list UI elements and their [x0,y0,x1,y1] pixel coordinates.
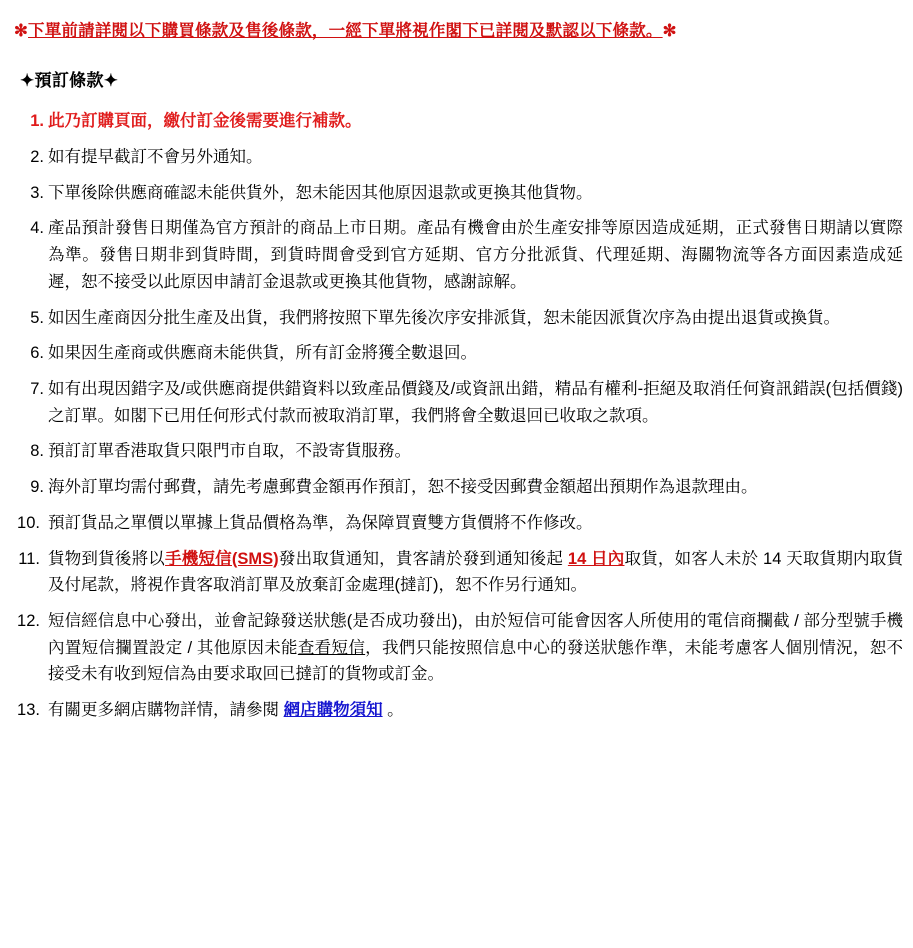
term-item [14,510,903,537]
term-text: ，我們只能按照信息中心的發送狀態作準，未能考慮客人個別情況，恕不接受未有收到短信為由要求取回已撻訂的貨物或訂金。 [48,638,904,684]
term-text: 如有提早截訂不會另外通知。 [48,147,263,166]
term-item [14,180,903,207]
top-notice-text: 下單前請詳閱以下購買條款及售後條款，一經下單將視作閣下已詳閱及默認以下條款。 [28,22,663,40]
star-right-icon: ✻ [662,22,677,40]
section-heading: ✦預訂條款✦ [20,70,119,90]
highlight-underline-red: 手機短信(SMS) [165,549,279,568]
term-item [14,376,903,429]
term-text: 取貨，如客人未於 14 天取貨期内取貨及付尾款，將視作貴客取消訂單及放棄訂金處理(撻訂)，恕不作另行通知。 [48,549,903,595]
term-text: 如因生產商因分批生產及出貨，我們將按照下單先後次序安排派貨，恕未能因派貨次序為由提出退貨或換貨。 [48,308,840,327]
term-text: 如有出現因錯字及/或供應商提供錯資料以致產品價錢及/或資訊出錯，精品有權利-拒絕及取消任何資訊錯誤(包括價錢) 之訂單。如閣下已用任何形式付款而被取消訂單，我們將會全數退回已收取之款項。 [48,380,903,425]
term-text: 預訂訂單香港取貨只限門市自取，不設寄貨服務。 [48,442,411,461]
term-item [14,305,903,332]
term-text: 預訂貨品之單價以單據上貨品價格為準，為保障買賣雙方貨價將不作修改。 [48,513,593,532]
top-notice [14,18,903,45]
term-item [14,144,903,171]
highlight-underline-red: 14 日內 [567,549,625,568]
term-text: 有關更多網店購物詳情，請參閱 [48,701,284,720]
term-item [14,340,903,367]
term-text: 發出取貨通知，貴客請於發到通知後起 [278,549,568,568]
highlight-underline: 查看短信 [297,638,366,657]
term-item [14,438,903,465]
term-text: 貨物到貨後將以 [48,549,166,568]
term-item [14,215,903,295]
term-item [14,474,903,501]
term-text: 如果因生產商或供應商未能供貨，所有訂金將獲全數退回。 [48,344,477,363]
term-item [14,697,903,724]
term-item [14,108,903,135]
shop-guide-link[interactable]: 網店購物須知 [283,701,383,720]
star-left-icon: ✻ [14,22,29,40]
term-text: 海外訂單均需付郵費，請先考慮郵費金額再作預訂，恕不接受因郵費金額超出預期作為退款理由。 [48,478,758,497]
term-text: 此乃訂購頁面，繳付訂金後需要進行補款。 [48,112,362,131]
term-item [14,608,903,688]
term-text: 短信經信息中心發出，並會記錄發送狀態(是否成功發出)，由於短信可能會因客人所使用的電信商攔截 / 部分型號手機內置短信攔置設定 / 其他原因未能 [48,612,903,657]
term-text: 下單後除供應商確認未能供貨外，恕未能因其他原因退款或更換其他貨物。 [48,183,593,202]
terms-list [14,108,903,724]
term-text: 。 [382,701,404,720]
term-text: 產品預計發售日期僅為官方預計的商品上市日期。產品有機會由於生產安排等原因造成延期，正式發售日期請以實際為準。發售日期非到貨時間，到貨時間會受到官方延期、官方分批派貨、代理延期、海關物流等各方面因素造成延遲，恕不接受以此原因申請訂金退款或更換其他貨物，感謝諒解。 [48,219,903,291]
term-item [14,546,903,599]
